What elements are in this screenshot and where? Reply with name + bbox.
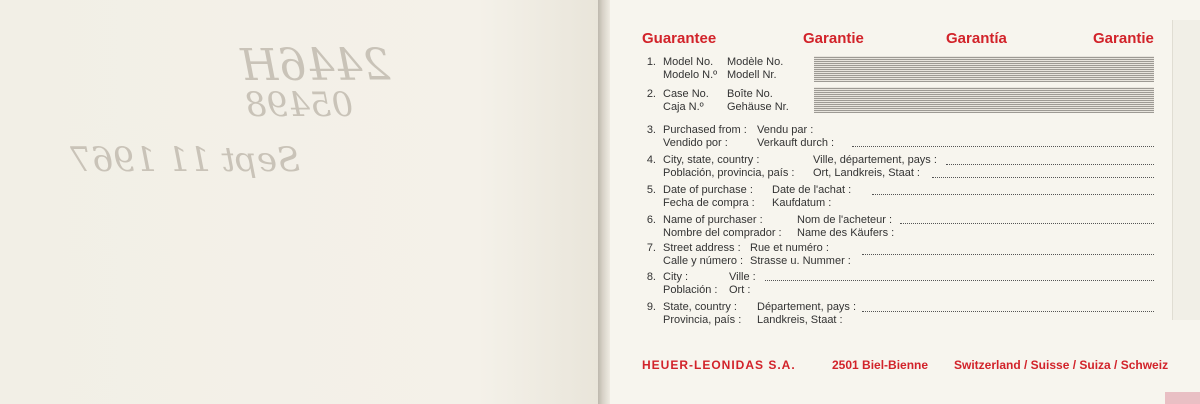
field-label-de: Verkauft durch : bbox=[757, 137, 835, 149]
field-number: 3. bbox=[646, 124, 656, 136]
field-label-en: State, country : bbox=[663, 301, 737, 313]
field-number: 8. bbox=[646, 271, 656, 283]
field-number: 1. bbox=[646, 56, 656, 68]
footer-country: Switzerland / Suisse / Suiza / Schweiz bbox=[954, 358, 1169, 372]
field-number: 7. bbox=[646, 242, 656, 254]
field-number: 6. bbox=[646, 214, 656, 226]
bleed-through-writing: 2446H bbox=[240, 40, 391, 91]
field-label-fr: Boîte No. bbox=[727, 88, 773, 100]
field-number: 5. bbox=[646, 184, 656, 196]
page-edge-pink bbox=[1165, 392, 1200, 404]
field-label-de: Modell Nr. bbox=[727, 69, 777, 81]
field-label-en: Date of purchase : bbox=[663, 184, 753, 196]
field-label-es: Caja N.º bbox=[663, 101, 704, 113]
city-field[interactable] bbox=[765, 280, 1154, 281]
field-label-de: Name des Käufers : bbox=[797, 227, 895, 239]
model-number-field[interactable] bbox=[814, 56, 1154, 82]
header-guarantee-en: Guarantee bbox=[642, 30, 717, 47]
footer-company: HEUER-LEONIDAS S.A. bbox=[642, 358, 796, 372]
field-label-en: Purchased from : bbox=[663, 124, 747, 136]
field-label-fr: Ville, département, pays : bbox=[813, 154, 937, 166]
field-label-de: Ort : bbox=[729, 284, 751, 296]
left-page bbox=[0, 0, 598, 404]
field-label-es: Población : bbox=[663, 284, 718, 296]
field-label-fr: Vendu par : bbox=[757, 124, 814, 136]
field-label-es: Vendido por : bbox=[663, 137, 728, 149]
header-guarantee-fr: Garantie bbox=[803, 30, 864, 47]
field-number: 4. bbox=[646, 154, 656, 166]
field-label-fr: Modèle No. bbox=[727, 56, 784, 68]
field-label-fr: Rue et numéro : bbox=[750, 242, 829, 254]
field-label-es: Modelo N.º bbox=[663, 69, 718, 81]
field-label-en: Street address : bbox=[663, 242, 741, 254]
state-country-field[interactable] bbox=[862, 311, 1154, 312]
field-label-en: Model No. bbox=[663, 56, 714, 68]
street-address-field[interactable] bbox=[862, 254, 1154, 255]
footer-city: 2501 Biel-Bienne bbox=[832, 358, 929, 372]
field-label-de: Gehäuse Nr. bbox=[727, 101, 789, 113]
field-label-es: Provincia, país : bbox=[663, 314, 742, 326]
case-number-field[interactable] bbox=[814, 87, 1154, 113]
purchased-from-field[interactable] bbox=[852, 146, 1154, 147]
field-label-es: Fecha de compra : bbox=[663, 197, 755, 209]
bleed-through-writing: 05498 bbox=[245, 85, 354, 125]
field-label-en: Name of purchaser : bbox=[663, 214, 763, 226]
field-label-en: City, state, country : bbox=[663, 154, 760, 166]
city-state-country-field[interactable] bbox=[946, 164, 1154, 165]
bleed-through-writing: Sept 11 1967 bbox=[70, 140, 301, 180]
header-guarantee-de: Garantie bbox=[1093, 30, 1154, 47]
field-label-fr: Ville : bbox=[729, 271, 756, 283]
field-label-en: City : bbox=[663, 271, 689, 283]
field-label-de: Landkreis, Staat : bbox=[757, 314, 843, 326]
book-gutter bbox=[598, 0, 610, 404]
field-number: 9. bbox=[646, 301, 656, 313]
field-label-es: Población, provincia, país : bbox=[663, 167, 795, 179]
field-number: 2. bbox=[646, 88, 656, 100]
field-label-fr: Date de l'achat : bbox=[772, 184, 852, 196]
field-label-fr: Nom de l'acheteur : bbox=[797, 214, 893, 226]
field-label-es: Nombre del comprador : bbox=[663, 227, 782, 239]
field-label-de: Ort, Landkreis, Staat : bbox=[813, 167, 920, 179]
date-of-purchase-field[interactable] bbox=[872, 194, 1154, 195]
city-state-country-field-line2[interactable] bbox=[932, 177, 1154, 178]
field-label-de: Kaufdatum : bbox=[772, 197, 832, 209]
header-guarantee-es: Garantía bbox=[946, 30, 1007, 47]
name-of-purchaser-field[interactable] bbox=[900, 223, 1154, 224]
field-label-fr: Département, pays : bbox=[757, 301, 857, 313]
page-edge bbox=[1172, 20, 1200, 320]
field-label-es: Calle y número : bbox=[663, 255, 744, 267]
field-label-en: Case No. bbox=[663, 88, 709, 100]
field-label-de: Strasse u. Nummer : bbox=[750, 255, 851, 267]
